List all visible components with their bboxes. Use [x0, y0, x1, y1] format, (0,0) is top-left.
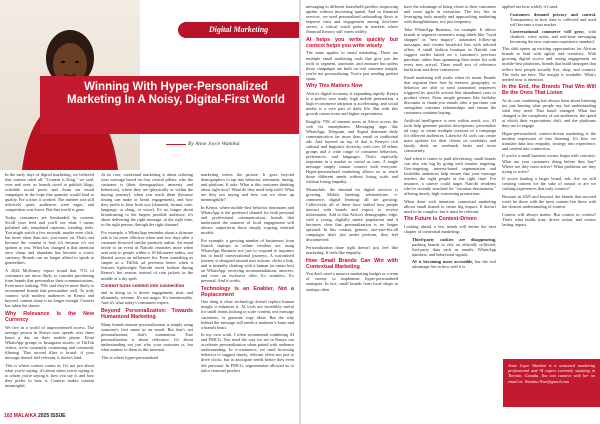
- author-rule: [166, 144, 186, 145]
- paragraph: At its core, marketing has always been about listening not just hearing what people say, but understanding what they need. That hasn't changed. What has changed is the complexity of our audiences, the speed at which their expectations shift, and the platforms they use to engage.: [502, 97, 596, 129]
- list-item-head: AI is becoming more accessible,: [412, 258, 474, 264]
- section-heading: Context turns content into connection: [101, 283, 185, 289]
- list-item-text: with chatbots, voice notes, and real-time messaging becoming the new customer experience standard.: [510, 28, 596, 44]
- section-heading: Why This Matters Now: [306, 83, 363, 90]
- right-column-3: [502, 4, 596, 356]
- paragraph: Email marketing still works when it's smart. Brands that segment their lists by interest, geography, or behavior are able to send automated sequences triggered by specific actions like abandoned carts or product views. Even simple gestures like birthday discounts or thank-you emails after a purchase can strengthen customer relationships and ensure the customers continue buying.: [404, 74, 496, 116]
- list-item-text: pushing brands to rely on ethically collected, first-party data such as emails, WhatsApp numbers, and behavioral signals.: [412, 241, 496, 257]
- list-item-head: Conversational commerce will grow,: [510, 28, 585, 34]
- right-column-1: [306, 4, 398, 418]
- author-byline: By Anne Joyce Wambui: [188, 141, 240, 147]
- paragraph: One thing is clear: technology doesn't replace human insight it enhances it. AI tools are incredibly useful for small teams looking to scale content, test message variations, or generate copy ideas. But the why behind the message still needs a marketer's brain and a brand's heart.: [201, 299, 294, 330]
- paragraph: Meanwhile, the demand for digital services is growing. Mobile banking, telemedicine, e-commerce, digital learning: all are growing. Collectively all of these have shifted how people interact with brands and expect to receive information. Add to that Africa's demographic edge: with a young, digitally native population and it becomes clear that personalization is no longer optional. In this context, generic, one-size-fits-all campaigns don't just under perform, they feel disconnected.: [306, 186, 398, 243]
- paragraph: marketing enters the picture. It goes beyond demographics to tap into behavior, sentiment, timing, and platform. It asks: What is this customer thinking about right now? What do they need help with? What are they not saying and how can we show up meaningfully?: [201, 172, 294, 203]
- section-heading: Technology is an Enabler, Not a Replacement: [201, 285, 294, 298]
- right-page: [301, 0, 600, 424]
- article-hero: [0, 0, 299, 170]
- list-item: [510, 12, 596, 27]
- trend-list-continued: [502, 12, 596, 44]
- author-bio-box: Anne Joyce Wambui is a seasoned marketing professional and AI expert currently studying in Toronto, Canada. You can connect with her on email at: Wambui.Nwe@gmail.com: [503, 359, 600, 407]
- list-item-text: but the real advantage lies in how well it is: [412, 258, 496, 269]
- section-heading: The Future is Context-Driven: [404, 216, 477, 223]
- paragraph: For example, a growing number of businesses from fintech startups to online retailers are using WhatsApp Business not just to respond to inquiries but to build conversational journeys. A customised journey is designed around user actions: clicks a link, and is instantly chatting with a human (or smart bot) on WhatsApp, receiving recommendations, answers, and even an exclusive offer. It's seamless. It's personal. And it works.: [201, 237, 294, 284]
- trend-list: [404, 237, 496, 269]
- list-item-text: Transparency in how data is collected and used will become a trust marker.: [510, 16, 596, 27]
- paragraph: In Kenya, where mobile-first behavior dominates and WhatsApp is the preferred channel for both personal and professional communication, brands that understand the nuances of local engagement will always outperform those simply copying external models.: [201, 204, 294, 236]
- paragraph: Artificial intelligence is now within reach, too. AI tools help generate product descriptions, personalize ad copy, or create multiple versions of a campaign for different audiences. Likewise AI tools can create mass updates for their clients on weekdays and family deals on weekends faster and more consistently.: [404, 117, 496, 154]
- section-heading: Why Relevance Is the New Currency: [5, 311, 94, 323]
- section-heading: How Small Brands Can Win with Contextual Marketing: [306, 257, 398, 270]
- left-column-3: [201, 172, 294, 412]
- paragraph: For example, a WhatsApp reminder about a skincare sale is far more effective when sent two days after a customer browsed similar products online. An email invite to an event in Nairobi resonates more when sent only to people within a 10-kilometer radius, not blasted across an influencer list. Even something as simple as a TikTok ad performs better when it features lightweight Nairobi street fashion during Kenya's hot season, instead of rain jackets in the middle of a dry spell.: [101, 230, 193, 281]
- magazine-name: MALAIKA: [13, 413, 37, 419]
- section-heading: Beyond Personalization: Towards Humanized Marketing: [101, 308, 193, 321]
- magazine-issue: ISSUE: [50, 413, 66, 419]
- paragraph: Take WhatsApp Business, for example. It allows brands to segment customers using labels like "loyal shopper" or "new inquiry", automates follow-up messages, and creates broadcast lists with tailored offers. A small fashion boutique in Nairobi can suggest outfits based on a customer's previous purchase, rather than spamming their entire list with every new arrival. These small acts of relevance build trust and drive conversion.: [404, 26, 496, 73]
- left-column-2: [101, 172, 193, 412]
- section-heading: In the End, the Brands That Win Will Be the Ones That Listen: [502, 84, 596, 97]
- paragraph: We live in a world of unprecedented access. The average person in Kenya now spends over three hours a day on their mobile phone. From WhatsApp groups to Instagram stories, to TikTok videos, we're constantly consuming and constantly filtering. That second filter is brutal: if your message doesn't feel relevant, it doesn't land.: [5, 324, 94, 360]
- paragraph: If you're leading a larger brand, ask: Are we still creating content for the sake of output or are we crafting experiences that truly connect?: [502, 176, 596, 192]
- paragraph: This is where hyper-personalized: [101, 354, 159, 360]
- paragraph: Many brands assume personalization is simply using someone's first name in an email. But that's not personalization, that's automation. True personalization is about relevance. It's about understanding not just who your customer is, but what matters to them in this moment.: [101, 321, 193, 352]
- list-item-head: Customers demand privacy and control.: [510, 11, 596, 17]
- page-footer: [4, 413, 66, 419]
- left-page: [0, 0, 299, 424]
- article-title: Winning With Hyper-Personalized Marketing In A Noisy, Digital-First World: [67, 81, 285, 107]
- paragraph: A 2024 McKinsey report found that 71% of consumers are more likely to consider purchasing from brands that personalize their communications. Even more striking: 76% said they're more likely to recommend brands that personalize well. To truly connect with modern audiences in Kenya and beyond, content alone is no longer enough. Context has taken the throne.: [5, 268, 94, 309]
- paragraph: When done with intention, contextual marketing allows small brands to create big impact. It doesn't need to be complex, but it must be relevant.: [404, 198, 496, 214]
- paragraph: Africa's digital economy is expanding rapidly. Kenya is a perfect case study: high mobile penetration, a high e-commerce adoption is accelerating, and social media is a core part of daily life. But with this growth comes noise and higher expectations.: [306, 90, 398, 117]
- paragraph: You don't need a massive marketing budget or a team of twenty to implement hyper-personalized strategies. In fact, small brands from local shops to startups often: [306, 271, 398, 292]
- paragraph: In my own work, I often recommend combining AI and FMCG. You need the way we are in Kenya can accelerate personalization when paired with audience understanding. In e-commerce, we used browsing behavior to suggest timely, relevant offers not just to drive clicks, but to anticipate needs before they even felt personal. In FMCG, segmentation allowed us to tailor seasonal product: [201, 332, 294, 373]
- section-label: Digital Marketing: [178, 22, 299, 38]
- paragraph: Context will always matter. But context in context? That's what builds trust, drives action, and creates lasting impact.: [502, 211, 596, 227]
- paragraph: In the early days of digital marketing, we believed that content ruled all. "Content is King," we said, over and over, as brands raced to publish blogs, schedule social posts, and churn out email campaigns in the hope that quantity would lead to quality. For a time, it worked. The internet was still relatively quiet; audiences were eager, and competition was lower. But that world is gone.: [5, 172, 94, 213]
- paragraph: Because in 2025 and beyond, the brands that succeed won't be those with the most content but those with the clearest understanding of context.: [502, 194, 596, 210]
- paragraph: This shift opens up exciting opportunities for African brands to lead with agility and creativity. With growing digital access and strong engagement on mobile-first platforms, brands that build strategies that reflect how people actually live, shop, and connect. The tools are here. The insight is available. What's needed now is intention.: [502, 46, 596, 82]
- right-column-2: [404, 4, 496, 418]
- paragraph: Today, consumers are bombarded by content. Scroll your feed and you'll see what I mean: polished ads, templated captions, trending reels. You might watch a few seconds, maybe even click, but more often than not, you move on. That's not because the content is bad; it's because it's not spoken to you. What has changed is that attention once cheap and abundant has become a scarce currency. Brands can no longer afford to speak to generalities.: [5, 214, 94, 266]
- paragraph: applied not how widely it's used.: [502, 4, 559, 9]
- paragraph: Roughly 70% of internet users in Africa access the web via smartphones. Messaging apps like WhatsApp, Telegram, and Signal dominate daily communication far more than email or traditional ads. And layered on top of that is Kenya's rich cultural and linguistic diversity with over 40 ethnic groups and a wide range of consumer behaviors, preferences, and languages. That's especially important in a market as varied as ours. A single message simply cannot connect with everyone. Hyper-personalized marketing allows us to reach those different needs without losing scale and without losing empathy.: [306, 118, 398, 185]
- page-number: 102: [4, 413, 13, 419]
- paragraph: Personalization done right doesn't just feel like marketing. It feels like empathy.: [306, 245, 398, 256]
- paragraph: Looking ahead, a few trends will define the next chapter of contextual marketing:: [404, 223, 496, 235]
- left-column-1: [5, 172, 94, 412]
- list-item: [412, 237, 496, 257]
- paragraph: have the advantage of being closer to their customers and more agile in execution. The key lies in leveraging tools smartly and approaching marketing with thoughtfulness, not just frequency.: [404, 4, 496, 25]
- paragraph: The same applies to email marketing. There are multiple email marketing tools that give you the tools to segment, automate, and measure but unless those campaigns are built on real customer insight, you're not personalizing. You're just sending prettier spam.: [306, 50, 398, 81]
- magazine-year: 2025: [38, 413, 50, 419]
- section-heading: AI helps you write quickly but context helps you write wisely: [306, 36, 398, 49]
- paragraph: This is where context comes in. It's not just about what you're saying; it's about when you're saying it, to whom you're saying it, how you say it, and how they prefer to hear it. Context makes content meaningful.: [5, 362, 94, 388]
- list-item: [412, 259, 496, 269]
- paragraph: messaging to different household profiles, improving uptake without increasing spend. And in financial services, we used personalized onboarding flows to improve trust and engagement among first-time savers, a critical touch point in markets where financial literacy still varies widely.: [306, 4, 398, 35]
- paragraph: At its core, contextual marketing is about tailoring your message based on four critical pillars: who the customer is (their demographics, interests, and behaviors), where they are (physically or within the buying journey), when you reach them (because timing can make or break engagement), and how they prefer to hear from you (channels, format, tone, language, or slang, or voice). It's no longer about broadcasting to the largest possible audience; it's about delivering the right message, at the right time, to the right person, through the right channel.: [101, 172, 193, 228]
- list-item: [510, 29, 596, 44]
- list-item-head: Third-party cookies are disappearing,: [412, 236, 496, 242]
- paragraph: Hyper-personalized, context-driven marketing is the modern expression of that listening. It's how we translate data into empathy, strategy into experience, and content into connection.: [502, 130, 596, 151]
- paragraph: And when it comes to paid advertising, small brands can also win big by going with smarter targeting. Geo-targeting, interest-based segmentation and lookalike audiences help ensure that your message reaches the right people at the right time. For instance, a caterer could target Nairobi residents who've recently searched for "vacation destinations," offering timely, high-converting promotions.: [404, 155, 496, 197]
- paragraph: If you're a small business owner, begin with curiosity: What are your customers doing before they buy? Where are they most active? What problems are they trying to solve?: [502, 153, 596, 174]
- paragraph: and in doing so, it drives engagement, trust, and ultimately, revenue. It's not magic. It's intentionality. And it's what today's consumers expect.: [101, 290, 193, 306]
